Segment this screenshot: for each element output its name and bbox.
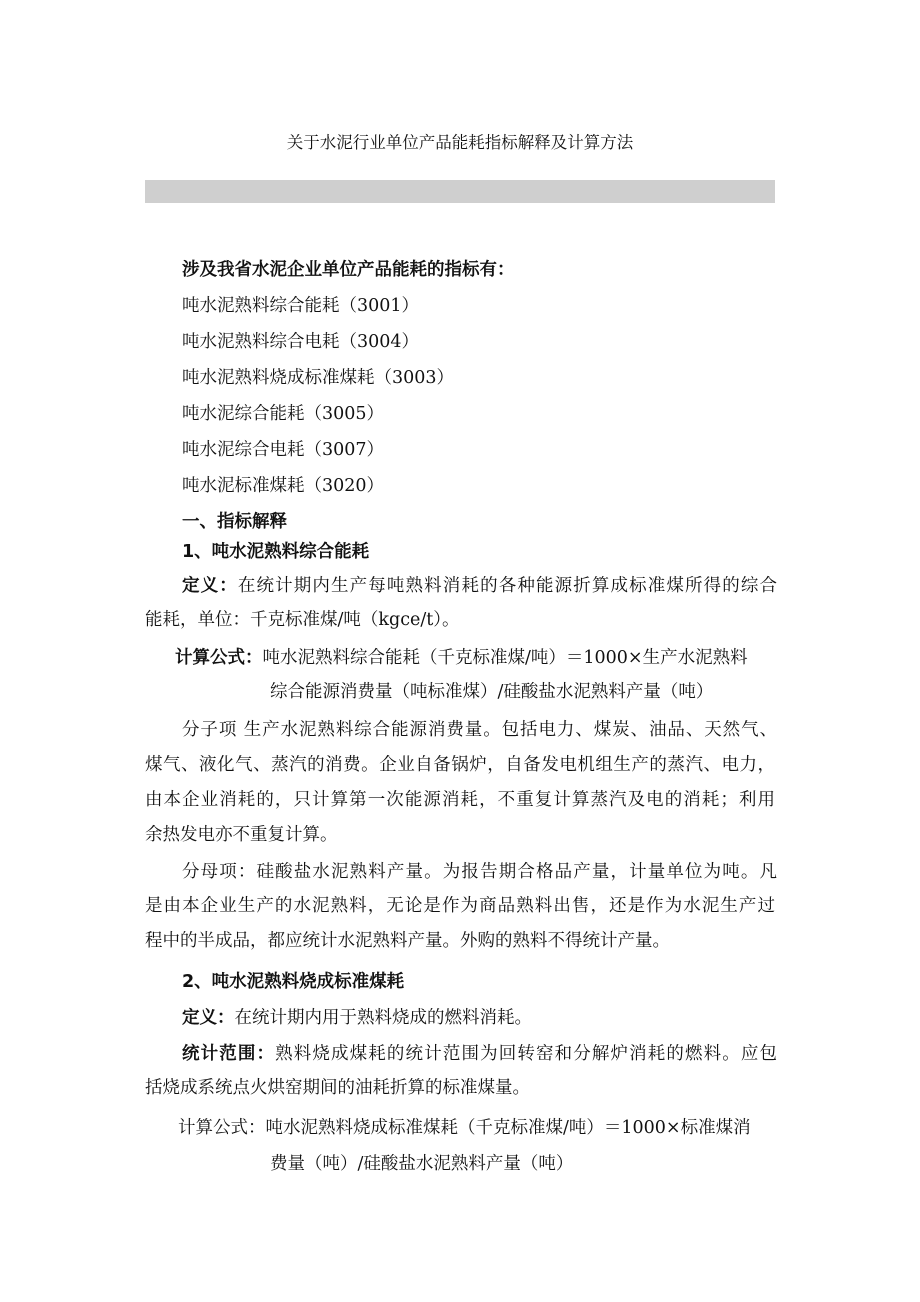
definition-text: 在统计期内生产每吨熟料消耗的各种能源折算成标准煤所得的综合 [237, 576, 778, 596]
indicator-item: 吨水泥标准煤耗（3020） [182, 476, 385, 496]
document-title: 关于水泥行业单位产品能耗指标解释及计算方法 [286, 133, 634, 152]
scope-line [182, 1043, 777, 1065]
subsection-heading: 1、吨水泥熟料综合能耗 [182, 542, 370, 562]
numerator-line: 煤气、液化气、蒸汽的消费。企业自备锅炉，自备发电机组生产的蒸汽、电力， [145, 755, 775, 775]
definition-line [182, 1007, 532, 1029]
formula-line: 计算公式：吨水泥熟料烧成标准煤耗（千克标准煤/吨）＝1000×标准煤消 [178, 1118, 751, 1138]
denominator-line: 是由本企业生产的水泥熟料，无论是作为商品熟料出售，还是作为水泥生产过 [145, 896, 775, 916]
indicator-item: 吨水泥熟料综合电耗（3004） [182, 332, 420, 352]
header-divider-bar [145, 180, 775, 203]
formula-text: 吨水泥熟料综合能耗（千克标准煤/吨）＝1000×生产水泥熟料 [262, 648, 748, 668]
scope-label: 统计范围： [182, 1044, 276, 1064]
numerator-line: 由本企业消耗的，只计算第一次能源消耗，不重复计算蒸汽及电的消耗；利用 [145, 790, 775, 810]
subsection-heading: 2、吨水泥熟料烧成标准煤耗 [182, 972, 405, 992]
intro-heading: 涉及我省水泥企业单位产品能耗的指标有： [182, 260, 515, 280]
indicator-item: 吨水泥综合电耗（3007） [182, 440, 385, 460]
denominator-line: 分母项：硅酸盐水泥熟料产量。为报告期合格品产量，计量单位为吨。凡 [182, 862, 777, 882]
definition-line [182, 575, 777, 597]
formula-line: 综合能源消费量（吨标准煤）/硅酸盐水泥熟料产量（吨） [270, 682, 714, 702]
definition-line: 能耗，单位：千克标准煤/吨（kgce/t）。 [145, 610, 460, 630]
definition-label: 定义： [182, 1008, 235, 1028]
numerator-line: 余热发电亦不重复计算。 [145, 825, 338, 845]
scope-text: 熟料烧成煤耗的统计范围为回转窑和分解炉消耗的燃料。应包 [275, 1044, 778, 1064]
formula-label: 计算公式： [175, 648, 263, 668]
indicator-item: 吨水泥综合能耗（3005） [182, 404, 385, 424]
indicator-item: 吨水泥熟料烧成标准煤耗（3003） [182, 368, 455, 388]
section-heading: 一、指标解释 [182, 512, 287, 532]
formula-line [175, 647, 748, 669]
definition-label: 定义： [182, 576, 238, 596]
formula-line: 费量（吨）/硅酸盐水泥熟料产量（吨） [270, 1154, 574, 1174]
scope-line: 括烧成系统点火烘窑期间的油耗折算的标准煤量。 [145, 1078, 530, 1098]
numerator-line: 分子项 生产水泥熟料综合能源消费量。包括电力、煤炭、油品、天然气、 [182, 720, 777, 740]
definition-text: 在统计期内用于熟料烧成的燃料消耗。 [234, 1008, 532, 1028]
indicator-item: 吨水泥熟料综合能耗（3001） [182, 296, 420, 316]
denominator-line: 程中的半成品，都应统计水泥熟料产量。外购的熟料不得统计产量。 [145, 931, 670, 951]
